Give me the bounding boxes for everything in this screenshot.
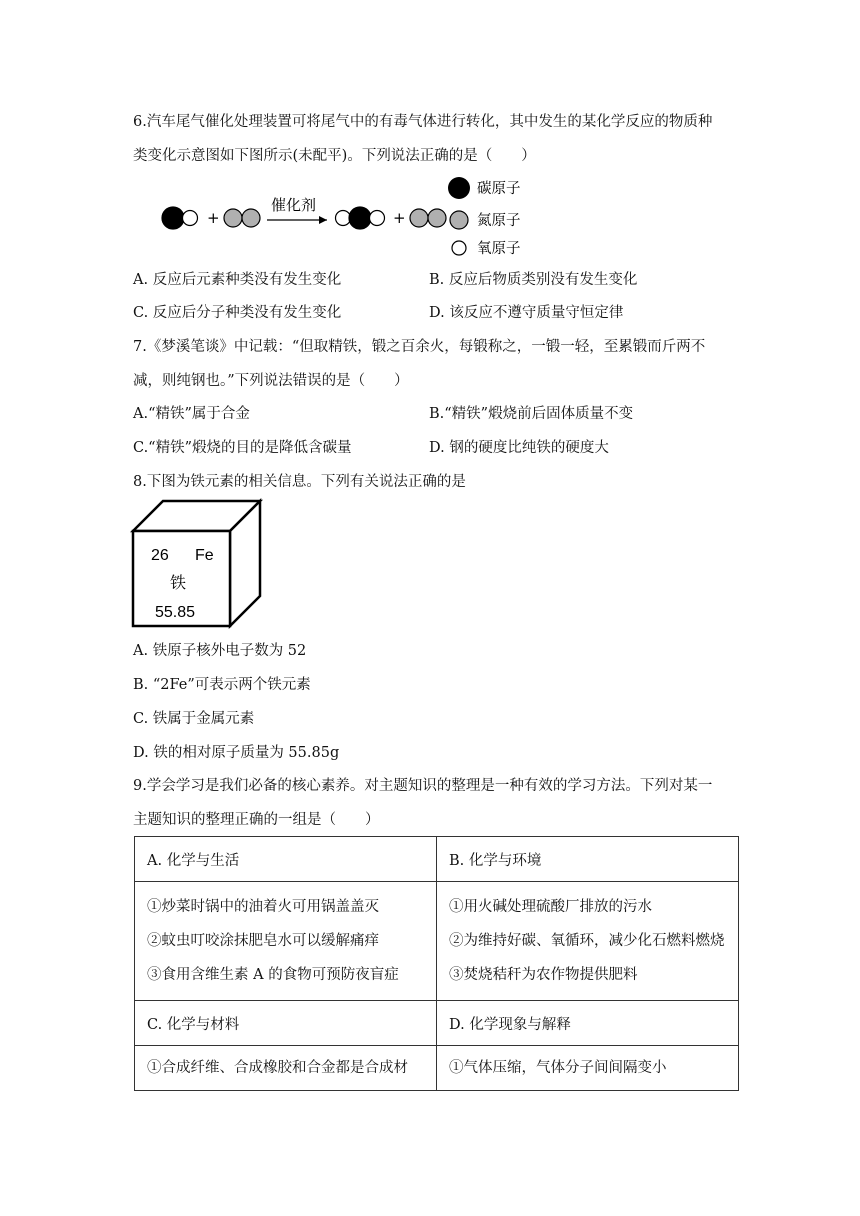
q6-option-d: D. 该反应不遵守质量守恒定律 xyxy=(429,305,624,321)
element-symbol: Fe xyxy=(195,547,214,564)
q6-stem-line1: 6.汽车尾气催化处理装置可将尾气中的有毒气体进行转化，其中发生的某化学反应的物质种 xyxy=(133,114,713,130)
q9-a-item: ①炒菜时锅中的油着火可用锅盖盖灭 xyxy=(147,899,379,915)
plus-sign-1: + xyxy=(207,209,220,227)
legend-carbon-label: 碳原子 xyxy=(477,181,521,197)
nitrogen-atom xyxy=(410,209,428,227)
legend-carbon-icon xyxy=(448,177,470,199)
reaction-diagram xyxy=(155,172,575,272)
q6-option-b: B. 反应后物质类别没有发生变化 xyxy=(429,272,638,288)
q8-option-a: A. 铁原子核外电子数为 52 xyxy=(133,643,307,659)
atomic-number: 26 xyxy=(151,547,169,564)
q7-option-d: D. 钢的硬度比纯铁的硬度大 xyxy=(429,440,609,456)
legend-nitrogen-icon xyxy=(450,211,468,229)
q7-option-b: B.“精铁”煅烧前后固体质量不变 xyxy=(429,406,634,422)
q9-c-item: ①合成纤维、合成橡胶和合金都是合成材 xyxy=(147,1060,408,1076)
nitrogen-atom xyxy=(428,209,446,227)
q6-option-c: C. 反应后分子种类没有发生变化 xyxy=(133,305,342,321)
q9-b-item: ③焚烧秸秆为农作物提供肥料 xyxy=(449,967,638,983)
q9-a-item: ③食用含维生素 A 的食物可预防夜盲症 xyxy=(147,967,399,983)
q7-stem-line1: 7.《梦溪笔谈》中记载：“但取精铁，锻之百余火，每锻称之，一锻一轻，至累锻而斤两不 xyxy=(133,339,706,355)
nitrogen-atom xyxy=(242,209,260,227)
nitrogen-atom xyxy=(224,209,242,227)
plus-sign-2: + xyxy=(393,209,406,227)
q9-b-item: ①用火碱处理硫酸厂排放的污水 xyxy=(449,899,652,915)
q9-cell-a-items xyxy=(135,882,437,1001)
element-name: 铁 xyxy=(170,573,187,592)
carbon-atom xyxy=(349,207,371,229)
q8-option-b: B. “2Fe”可表示两个铁元素 xyxy=(133,677,311,693)
q9-cell-c-items xyxy=(135,1046,437,1091)
q7-option-a: A.“精铁”属于合金 xyxy=(133,406,250,422)
q9-cell-b-items xyxy=(437,882,739,1001)
q8-stem: 8.下图为铁元素的相关信息。下列有关说法正确的是 xyxy=(133,474,466,490)
q9-cell-d-items xyxy=(437,1046,739,1091)
legend-oxygen-icon xyxy=(452,241,466,255)
q6-option-a: A. 反应后元素种类没有发生变化 xyxy=(133,272,342,288)
q9-stem-line1: 9.学会学习是我们必备的核心素养。对主题知识的整理是一种有效的学习方法。下列对某一 xyxy=(133,778,713,794)
catalyst-label: 催化剂 xyxy=(271,196,317,214)
element-cube xyxy=(128,496,268,636)
q7-stem-line2: 减，则纯钢也。”下列说法错误的是（ ） xyxy=(133,373,409,389)
oxygen-atom xyxy=(336,211,351,226)
q8-option-d: D. 铁的相对原子质量为 55.85g xyxy=(133,745,340,761)
q9-cell-b-head: B. 化学与环境 xyxy=(437,837,739,882)
legend-oxygen-label: 氧原子 xyxy=(477,241,521,257)
q9-table xyxy=(134,836,739,1091)
arrow-head xyxy=(319,216,327,224)
q7-option-c: C.“精铁”煅烧的目的是降低含碳量 xyxy=(133,440,352,456)
q9-cell-d-head: D. 化学现象与解释 xyxy=(437,1001,739,1046)
q6-stem-line2: 类变化示意图如下图所示(未配平)。下列说法正确的是（ ） xyxy=(133,148,536,164)
q9-a-item: ②蚊虫叮咬涂抹肥皂水可以缓解痛痒 xyxy=(147,933,379,949)
q8-option-c: C. 铁属于金属元素 xyxy=(133,711,255,727)
q9-cell-a-head: A. 化学与生活 xyxy=(135,837,437,882)
oxygen-atom xyxy=(183,211,198,226)
carbon-atom xyxy=(162,207,184,229)
oxygen-atom xyxy=(370,211,385,226)
q9-d-item: ①气体压缩，气体分子间间隔变小 xyxy=(449,1060,667,1076)
q9-cell-c-head: C. 化学与材料 xyxy=(135,1001,437,1046)
legend-nitrogen-label: 氮原子 xyxy=(477,213,521,229)
q9-b-item: ②为维持好碳、氧循环，减少化石燃料燃烧 xyxy=(449,933,725,949)
atomic-mass: 55.85 xyxy=(155,604,196,621)
q9-stem-line2: 主题知识的整理正确的一组是（ ） xyxy=(133,812,380,828)
